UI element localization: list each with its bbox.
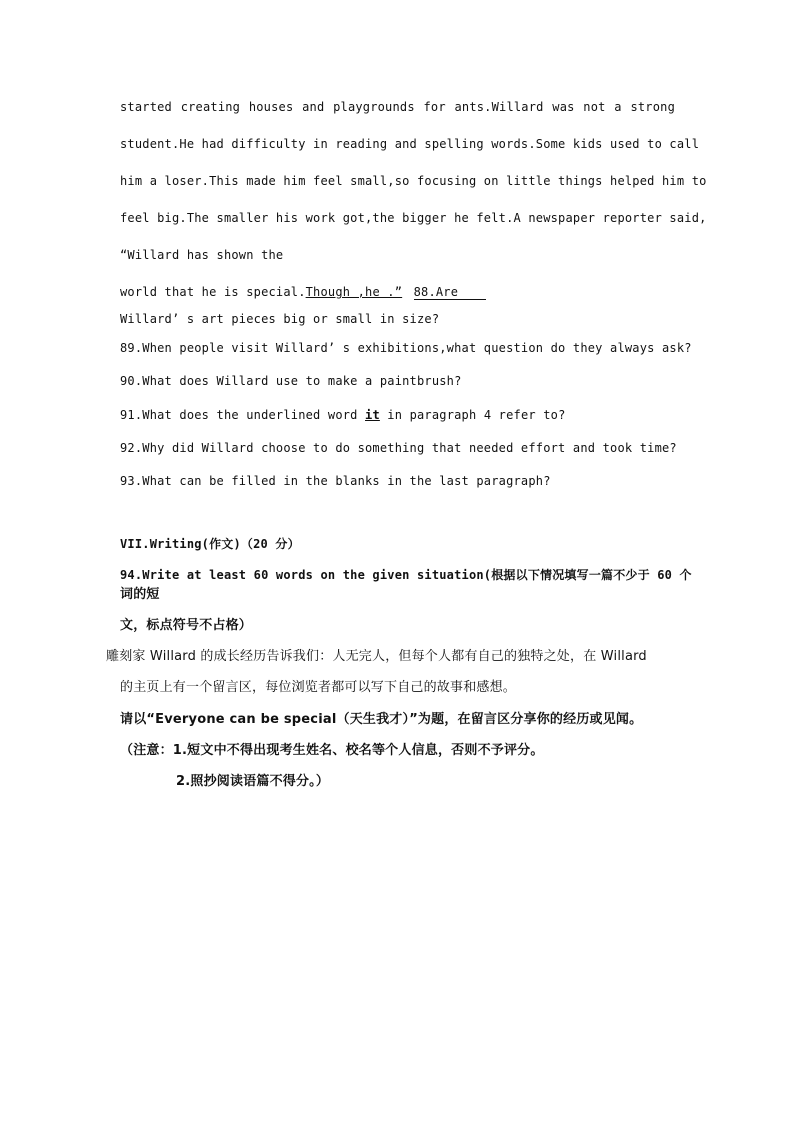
writing-prompt-line-2: 的主页上有一个留言区，每位浏览者都可以写下自己的故事和感想。 xyxy=(120,680,517,695)
writing-task-line-3: 文，标点符号不占格） xyxy=(120,618,253,633)
question-92: 92.Why did Willard choose to do something that needed effort and took time? xyxy=(120,441,677,455)
question-93: 93.What can be filled in the blanks in the last paragraph? xyxy=(120,474,551,488)
passage-line-5: “Willard has shown the xyxy=(120,248,284,262)
question-89: 89.When people visit Willard’ s exhibitions,what question do they always ask? xyxy=(120,341,692,355)
writing-instruction: 请以“Everyone can be special（天生我才）”为题，在留言区分享你的经历或见闻。 xyxy=(120,712,643,727)
writing-prompt-line-1: 雕刻家 Willard 的成长经历告诉我们：人无完人，但每个人都有自己的独特之处，在 Willard xyxy=(106,649,647,664)
passage-line-1: started creating houses and playgrounds for ants.Willard was not a strong xyxy=(120,100,675,114)
question-90: 90.What does Willard use to make a paintbrush? xyxy=(120,374,462,388)
writing-task-line-1: 94.Write at least 60 words on the given situation(根据以下情况填写一篇不少于 60 个 xyxy=(120,568,692,582)
writing-heading: VII.Writing(作文)（20 分） xyxy=(120,537,300,551)
question-88-start: 88.Are xyxy=(414,285,487,300)
underlined-word: it xyxy=(365,408,380,422)
question-91-after: in paragraph 4 refer to? xyxy=(379,408,566,422)
passage-line-4: feel big.The smaller his work got,the bigger he felt.A newspaper reporter said, xyxy=(120,211,707,225)
writing-task-line-2: 词的短 xyxy=(120,587,160,602)
writing-note-2: 2.照抄阅读语篇不得分。） xyxy=(176,774,330,789)
passage-line-3: him a loser.This made him feel small,so focusing on little things helped him to xyxy=(120,174,707,188)
passage-last-line xyxy=(120,285,486,300)
passage-last-text: world that he is special. xyxy=(120,285,306,299)
passage-line-2: student.He had difficulty in reading and spelling words.Some kids used to call xyxy=(120,137,700,151)
question-88-text: Willard’ s art pieces big or small in size? xyxy=(120,312,440,326)
question-91-before: 91.What does the underlined word xyxy=(120,408,366,422)
question-91 xyxy=(120,408,566,422)
blank-sentence: Though ,he .” xyxy=(305,285,403,299)
writing-note-1: （注意：1.短文中不得出现考生姓名、校名等个人信息，否则不予评分。 xyxy=(120,743,544,758)
